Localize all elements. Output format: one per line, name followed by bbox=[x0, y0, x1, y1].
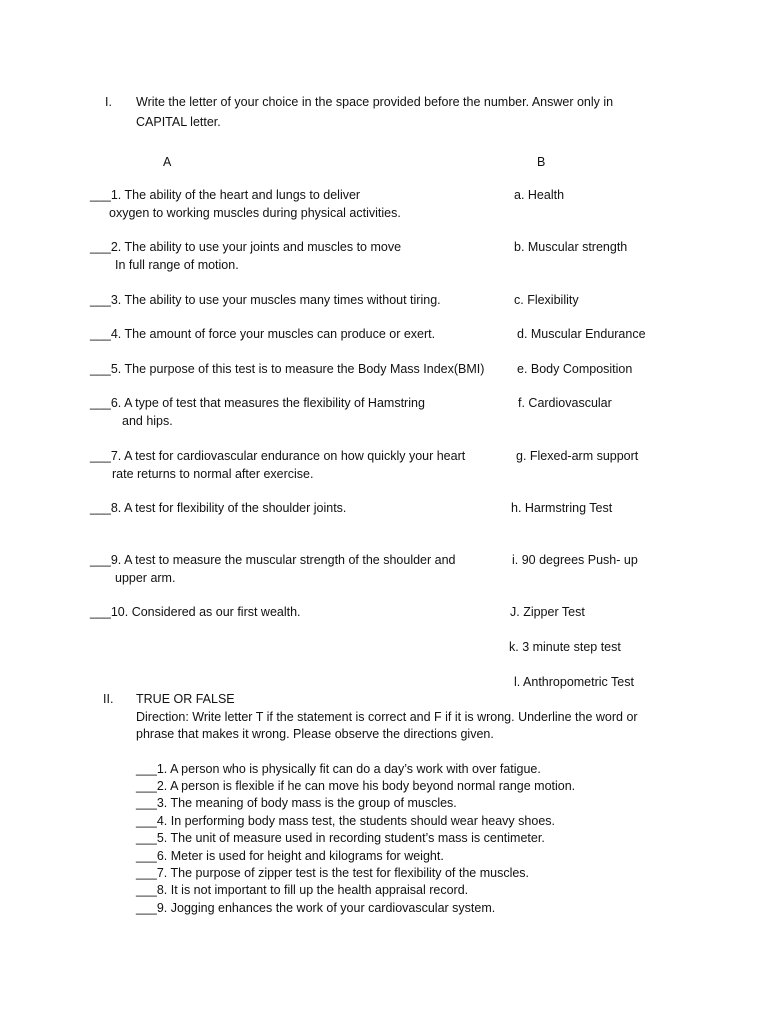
tf-item-1: ___1. A person who is physically fit can do a day’s work with over fatigue. bbox=[136, 762, 541, 776]
tf-item-6: ___6. Meter is used for height and kilograms for weight. bbox=[136, 849, 444, 863]
question-2-line2: In full range of motion. bbox=[115, 258, 239, 272]
question-10: ___10. Considered as our first wealth. bbox=[90, 605, 301, 619]
question-8: ___8. A test for flexibility of the shoulder joints. bbox=[90, 501, 347, 515]
choice-e: e. Body Composition bbox=[517, 362, 633, 376]
tf-item-5: ___5. The unit of measure used in recording student’s mass is centimeter. bbox=[136, 831, 545, 845]
tf-item-3: ___3. The meaning of body mass is the group of muscles. bbox=[136, 796, 457, 810]
question-6-line1: ___6. A type of test that measures the flexibility of Hamstring bbox=[90, 396, 425, 410]
tf-item-7: ___7. The purpose of zipper test is the test for flexibility of the muscles. bbox=[136, 866, 530, 880]
choice-c: c. Flexibility bbox=[514, 293, 579, 307]
choice-i: i. 90 degrees Push- up bbox=[512, 553, 638, 567]
question-7-line1: ___7. A test for cardiovascular endurance on how quickly your heart bbox=[90, 449, 466, 463]
question-6-line2: and hips. bbox=[122, 414, 173, 428]
tf-item-8: ___8. It is not important to fill up the health appraisal record. bbox=[136, 883, 469, 897]
choice-a: a. Health bbox=[514, 188, 565, 202]
column-b-header: B bbox=[537, 155, 546, 169]
section1-instruction-line1: Write the letter of your choice in the space provided before the number. Answer only in bbox=[136, 95, 614, 109]
choice-k: k. 3 minute step test bbox=[509, 640, 621, 654]
section2-direction-line1: Direction: Write letter T if the statement is correct and F if it is wrong. Underline the word or bbox=[136, 710, 638, 724]
question-7-line2: rate returns to normal after exercise. bbox=[112, 467, 314, 481]
choice-j: J. Zipper Test bbox=[510, 605, 585, 619]
tf-item-4: ___4. In performing body mass test, the students should wear heavy shoes. bbox=[136, 814, 555, 828]
choice-l: l. Anthropometric Test bbox=[514, 675, 634, 689]
choice-d: d. Muscular Endurance bbox=[517, 327, 646, 341]
tf-item-2: ___2. A person is flexible if he can move his body beyond normal range motion. bbox=[136, 779, 576, 793]
question-9-line2: upper arm. bbox=[115, 571, 176, 585]
question-2-line1: ___2. The ability to use your joints and muscles to move bbox=[90, 240, 402, 254]
column-a-header: A bbox=[163, 155, 172, 169]
section1-instruction-line2: CAPITAL letter. bbox=[136, 115, 221, 129]
question-9-line1: ___9. A test to measure the muscular strength of the shoulder and bbox=[90, 553, 456, 567]
question-4: ___4. The amount of force your muscles can produce or exert. bbox=[90, 327, 436, 341]
tf-item-9: ___9. Jogging enhances the work of your cardiovascular system. bbox=[136, 901, 496, 915]
question-3: ___3. The ability to use your muscles many times without tiring. bbox=[90, 293, 441, 307]
question-1-line2: oxygen to working muscles during physical activities. bbox=[109, 206, 401, 220]
section1-numeral: I. bbox=[105, 95, 112, 109]
section2-title: TRUE OR FALSE bbox=[136, 692, 235, 706]
question-5: ___5. The purpose of this test is to measure the Body Mass Index(BMI) bbox=[90, 362, 485, 376]
choice-b: b. Muscular strength bbox=[514, 240, 628, 254]
question-1-line1: ___1. The ability of the heart and lungs to deliver bbox=[90, 188, 361, 202]
section2-numeral: II. bbox=[103, 692, 114, 706]
choice-f: f. Cardiovascular bbox=[518, 396, 612, 410]
section2-direction-line2: phrase that makes it wrong. Please observe the directions given. bbox=[136, 727, 494, 741]
choice-h: h. Harmstring Test bbox=[511, 501, 613, 515]
choice-g: g. Flexed-arm support bbox=[516, 449, 639, 463]
